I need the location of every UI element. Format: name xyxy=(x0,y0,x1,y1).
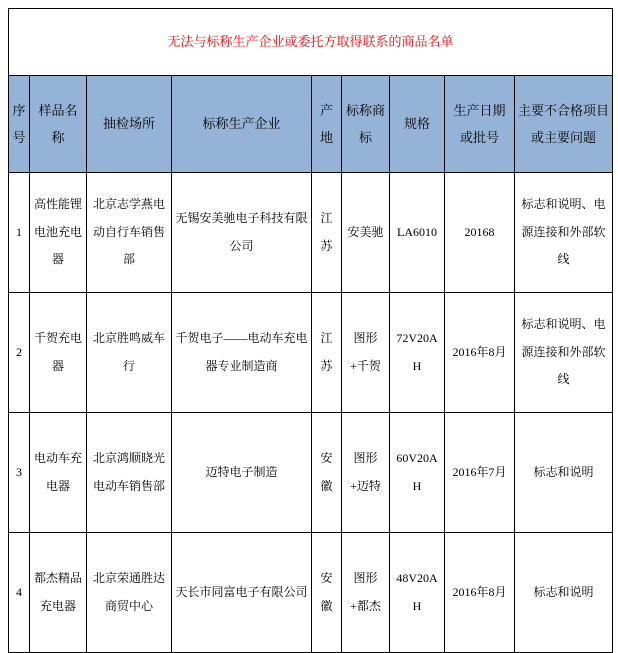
header-origin: 产地 xyxy=(312,76,342,173)
cell-labeled-producer: 天长市同富电子有限公司 xyxy=(172,533,312,653)
header-spec: 规格 xyxy=(390,76,445,173)
cell-production-date: 2016年7月 xyxy=(445,413,515,533)
header-labeled-producer: 标称生产企业 xyxy=(172,76,312,173)
cell-labeled-trademark: 图形+千贺 xyxy=(342,293,390,413)
cell-labeled-trademark: 图形+都杰 xyxy=(342,533,390,653)
cell-main-issues: 标志和说明、电源连接和外部软线 xyxy=(515,173,613,293)
cell-origin: 江苏 xyxy=(312,293,342,413)
cell-spec: LA6010 xyxy=(390,173,445,293)
header-sampling-place: 抽检场所 xyxy=(87,76,172,173)
cell-labeled-producer: 迈特电子制造 xyxy=(172,413,312,533)
cell-sample-name: 都杰精品充电器 xyxy=(30,533,87,653)
table-row xyxy=(9,173,613,293)
cell-origin: 江苏 xyxy=(312,173,342,293)
cell-production-date: 20168 xyxy=(445,173,515,293)
cell-production-date: 2016年8月 xyxy=(445,533,515,653)
header-production-date: 生产日期或批号 xyxy=(445,76,515,173)
header-sample-name: 样品名称 xyxy=(30,76,87,173)
cell-spec: 60V20AH xyxy=(390,413,445,533)
cell-production-date: 2016年8月 xyxy=(445,293,515,413)
header-serial-number: 序号 xyxy=(9,76,30,173)
header-main-issues: 主要不合格项目或主要问题 xyxy=(515,76,613,173)
product-report-table xyxy=(8,8,613,653)
table-header-row xyxy=(9,76,613,173)
cell-serial-number: 1 xyxy=(9,173,30,293)
cell-sample-name: 电动车充电器 xyxy=(30,413,87,533)
cell-sampling-place: 北京鸿顺晓光电动车销售部 xyxy=(87,413,172,533)
cell-spec: 72V20AH xyxy=(390,293,445,413)
cell-origin: 安徽 xyxy=(312,533,342,653)
cell-serial-number: 2 xyxy=(9,293,30,413)
cell-sample-name: 高性能锂电池充电器 xyxy=(30,173,87,293)
title-row xyxy=(9,9,613,76)
cell-serial-number: 3 xyxy=(9,413,30,533)
cell-main-issues: 标志和说明 xyxy=(515,533,613,653)
table-row xyxy=(9,533,613,653)
cell-labeled-trademark: 图形+迈特 xyxy=(342,413,390,533)
table-row xyxy=(9,293,613,413)
table-row xyxy=(9,413,613,533)
cell-sampling-place: 北京志学燕电动自行车销售部 xyxy=(87,173,172,293)
cell-labeled-producer: 无锡安美驰电子科技有限公司 xyxy=(172,173,312,293)
cell-labeled-producer: 千贺电子——电动车充电器专业制造商 xyxy=(172,293,312,413)
header-labeled-trademark: 标称商标 xyxy=(342,76,390,173)
table-title: 无法与标称生产企业或委托方取得联系的商品名单 xyxy=(9,9,613,76)
cell-spec: 48V20AH xyxy=(390,533,445,653)
cell-origin: 安徽 xyxy=(312,413,342,533)
cell-sampling-place: 北京荣通胜达商贸中心 xyxy=(87,533,172,653)
cell-sample-name: 千贺充电器 xyxy=(30,293,87,413)
cell-main-issues: 标志和说明 xyxy=(515,413,613,533)
cell-labeled-trademark: 安美驰 xyxy=(342,173,390,293)
cell-sampling-place: 北京胜鸣威车行 xyxy=(87,293,172,413)
cell-serial-number: 4 xyxy=(9,533,30,653)
cell-main-issues: 标志和说明、电源连接和外部软线 xyxy=(515,293,613,413)
